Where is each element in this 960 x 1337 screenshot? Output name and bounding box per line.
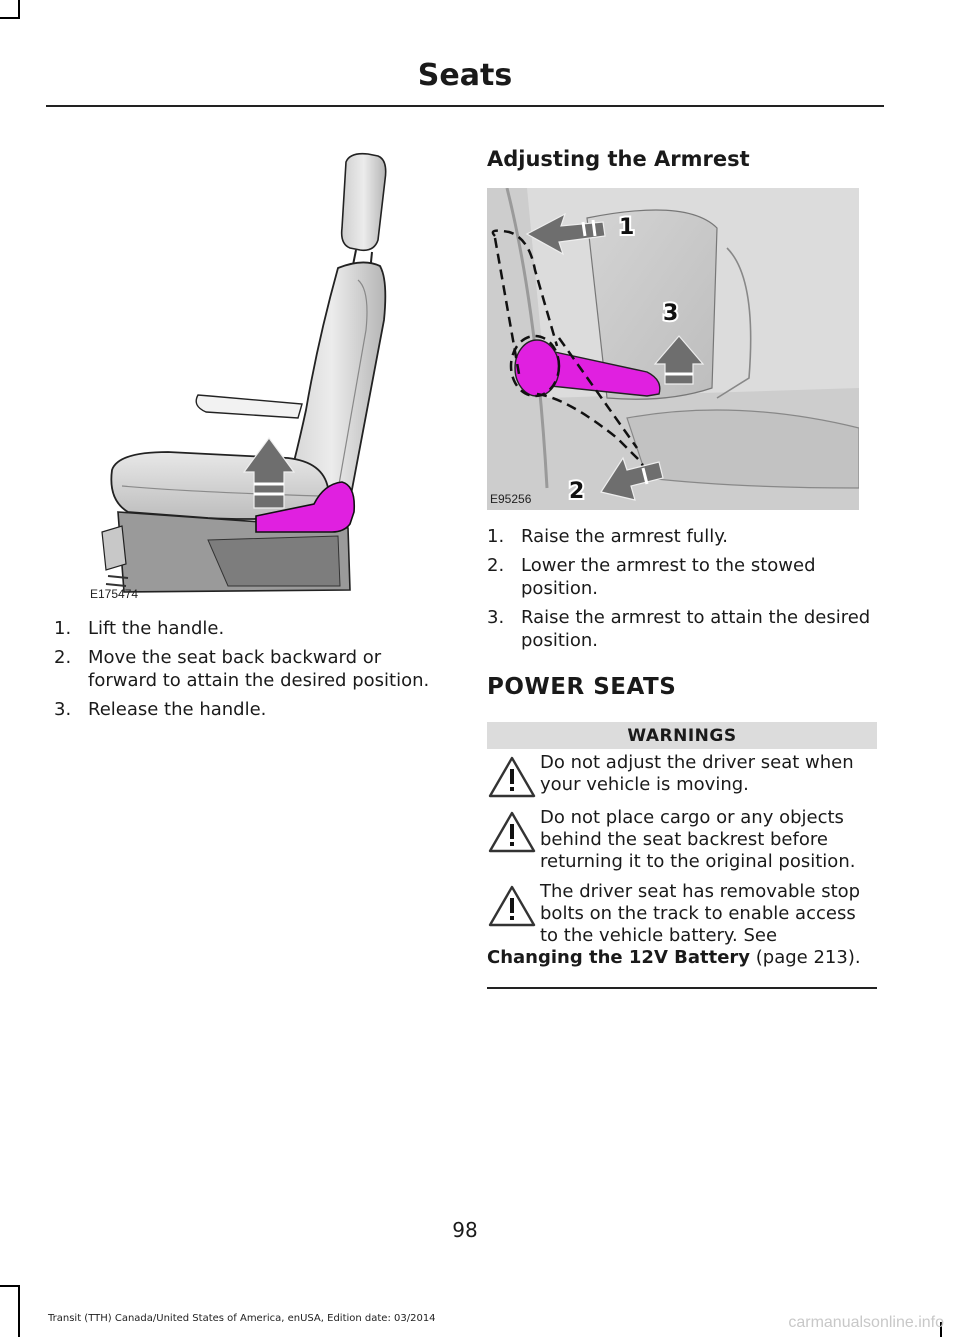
crop-mark	[0, 1285, 20, 1287]
section-heading: Adjusting the Armrest	[487, 147, 750, 171]
list-item: 2. Move the seat back backward or forward to attain the desired position.	[54, 647, 430, 691]
footer-text: Transit (TTH) Canada/United States of America, enUSA, Edition date: 03/2014	[48, 1313, 436, 1324]
warnings-divider	[487, 987, 877, 989]
seat-backrest-figure	[88, 140, 440, 602]
crop-mark	[0, 17, 20, 19]
armrest-figure	[487, 188, 859, 510]
warning-item: The driver seat has removable stop bolts on the track to enable access to the vehicle battery. See Changing the 12V Battery (page 213).	[487, 881, 861, 968]
list-item: 2. Lower the armrest to the stowed position.	[487, 555, 816, 599]
list-item: 1. Lift the handle.	[54, 618, 225, 639]
warning-item: Do not place cargo or any objects behind the seat backrest before returning it to the original position.	[487, 807, 879, 873]
list-item: 1. Raise the armrest fully.	[487, 526, 729, 547]
warning-triangle-icon	[487, 883, 537, 929]
figure-code: E175474	[90, 587, 139, 601]
callout-3: 3	[663, 301, 679, 326]
cross-reference-link[interactable]: Changing the 12V Battery	[487, 947, 751, 968]
title-rule	[46, 105, 884, 107]
page-number: 98	[452, 1218, 478, 1242]
warning-item: Do not adjust the driver seat when your vehicle is moving.	[487, 752, 879, 796]
list-item: 3. Raise the armrest to attain the desired position.	[487, 607, 871, 651]
list-item: 3. Release the handle.	[54, 699, 267, 720]
warning-triangle-icon	[487, 809, 537, 855]
crop-mark	[18, 0, 20, 18]
warning-triangle-icon	[487, 754, 537, 800]
warnings-header: WARNINGS	[487, 722, 877, 749]
seat-illustration	[88, 140, 440, 602]
callout-2: 2	[569, 479, 585, 504]
watermark: carmanualsonline.info	[788, 1314, 944, 1331]
figure-code: E95256	[490, 492, 532, 506]
armrest-illustration	[487, 188, 859, 510]
crop-mark	[18, 1285, 20, 1337]
section-heading: POWER SEATS	[487, 674, 677, 700]
armrest-steps	[487, 525, 882, 658]
page-reference: (page 213).	[755, 947, 861, 968]
callout-1: 1	[619, 215, 635, 240]
seat-back-steps	[54, 617, 444, 727]
page-title: Seats	[417, 58, 513, 93]
